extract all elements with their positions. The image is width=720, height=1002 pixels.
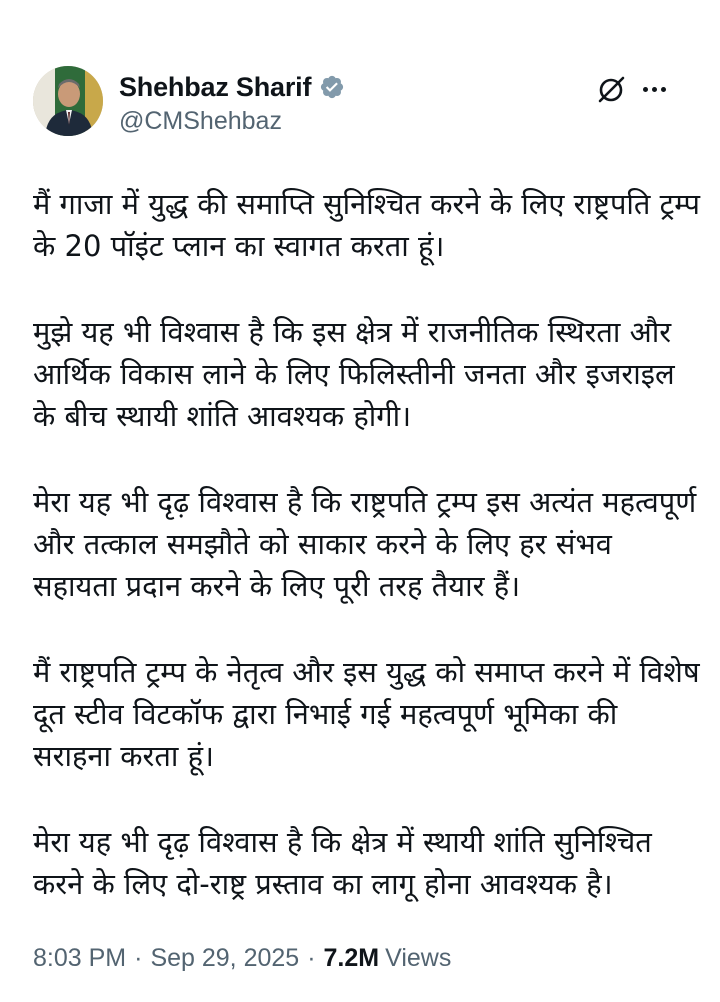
avatar[interactable]	[33, 66, 103, 136]
tweet-paragraph: मैं राष्ट्रपति ट्रम्प के नेतृत्व और इस युद्ध को समाप्त करने में विशेष दूत स्टीव विटकॉफ द्वारा निभाई गई महत्वपूर्ण भूमिका की सराहना करता हूं।	[33, 655, 700, 773]
tweet-text	[33, 183, 703, 949]
tweet-meta	[33, 940, 451, 976]
meta-separator: ·	[307, 943, 316, 972]
tweet-date[interactable]: Sep 29, 2025	[150, 943, 300, 972]
tweet-header	[33, 66, 693, 140]
more-options-icon[interactable]	[637, 74, 671, 104]
avatar-image	[33, 66, 103, 136]
verified-badge-icon[interactable]	[319, 74, 345, 100]
meta-separator: ·	[134, 943, 143, 972]
views-label: Views	[385, 943, 452, 972]
tweet-paragraph: मेरा यह भी दृढ़ विश्वास है कि क्षेत्र में स्थायी शांति सुनिश्चित करने के लिए दो-राष्ट्र प्रस्ताव का लागू होना आवश्यक है।	[33, 825, 652, 901]
tweet-paragraph: मुझे यह भी विश्वास है कि इस क्षेत्र में राजनीतिक स्थिरता और आर्थिक विकास लाने के लिए फिलिस्तीनी जनता और इजराइल के बीच स्थायी शांति आवश्यक होगी।	[33, 315, 675, 433]
tweet-paragraph: मैं गाजा में युद्ध की समाप्ति सुनिश्चित करने के लिए राष्ट्रपति ट्रम्प के 20 पॉइंट प्लान का स्वागत करता हूं।	[33, 187, 701, 263]
views-count: 7.2M	[323, 943, 380, 972]
display-name[interactable]: Shehbaz Sharif	[119, 71, 312, 102]
author-handle[interactable]: @CMShehbaz	[119, 107, 282, 135]
name-row	[119, 70, 345, 104]
author-info	[119, 70, 345, 136]
tweet-paragraph: मेरा यह भी दृढ़ विश्वास है कि राष्ट्रपति ट्रम्प इस अत्यंत महत्वपूर्ण और तत्काल समझौते को साकार करने के लिए हर संभव सहायता प्रदान करने के लिए पूरी तरह तैयार हैं।	[33, 485, 697, 603]
tweet-time[interactable]: 8:03 PM	[33, 943, 127, 972]
grok-icon[interactable]	[595, 72, 629, 106]
